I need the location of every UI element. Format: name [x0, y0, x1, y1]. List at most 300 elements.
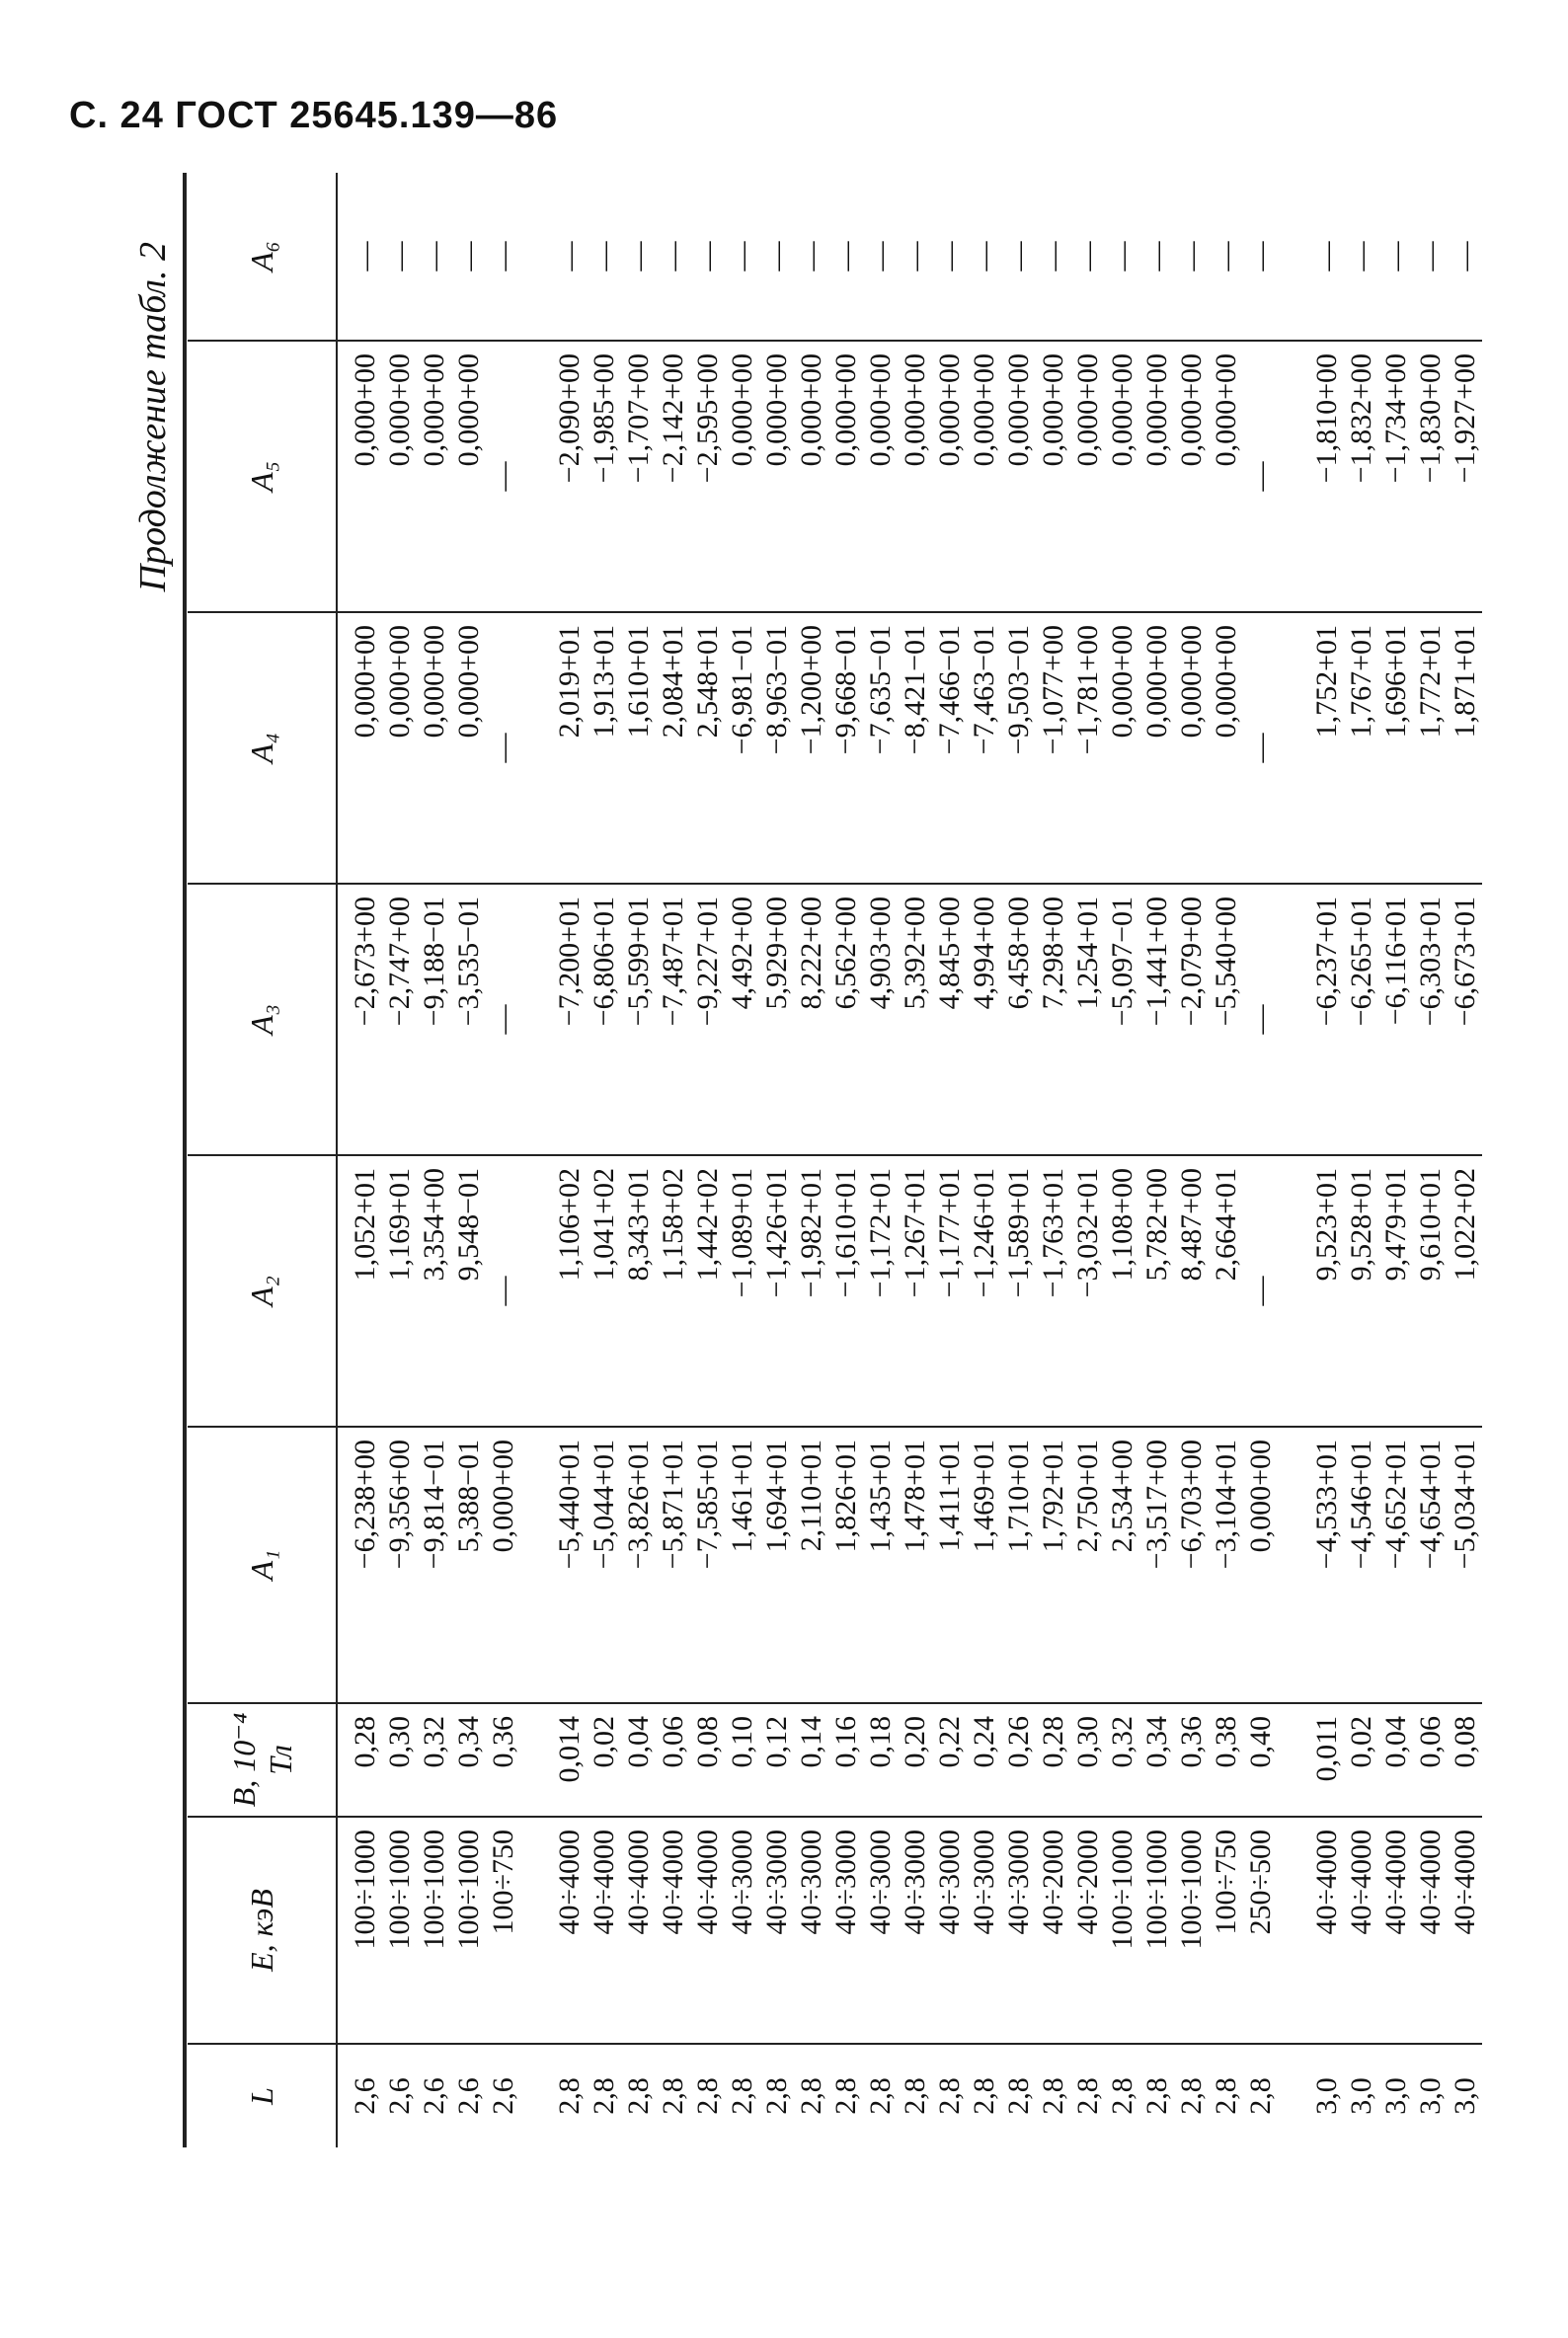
cell-A1: −9,356+00 — [382, 1427, 417, 1703]
table-header-row — [188, 173, 337, 2147]
cell-A2: 1,022+02 — [1448, 1155, 1482, 1427]
cell-L: 3,0 — [1414, 2077, 1447, 2115]
cell-A4: 1,871+01 — [1448, 612, 1482, 884]
cell-A3: — — [1243, 884, 1278, 1155]
cell-A5: 0,000+00 — [451, 341, 486, 612]
cell-A2: 1,106+02 — [552, 1155, 587, 1427]
cell-E: 100÷1000 — [1105, 1817, 1139, 2044]
cell-A5: — — [486, 341, 520, 612]
cell-A2: 3,354+00 — [417, 1155, 451, 1427]
cell-L: 2,8 — [1071, 2077, 1104, 2115]
cell-A1: 0,000+00 — [486, 1427, 520, 1703]
cell-A6: — — [863, 173, 898, 341]
cell-E: 100÷1000 — [1139, 1817, 1174, 2044]
cell-A3: −3,535−01 — [451, 884, 486, 1155]
table-row — [1174, 173, 1209, 2147]
cell-B: 0,24 — [967, 1703, 1001, 1817]
cell-A5: 0,000+00 — [932, 341, 967, 612]
cell-A1: −5,044+01 — [587, 1427, 621, 1703]
cell-A1: −3,517+00 — [1139, 1427, 1174, 1703]
cell-A3: 8,222+00 — [794, 884, 828, 1155]
cell-A3: 5,392+00 — [898, 884, 932, 1155]
cell-E: 40÷4000 — [656, 1817, 690, 2044]
cell-E: 40÷4000 — [1448, 1817, 1482, 2044]
cell-A4: — — [486, 612, 520, 884]
cell-A1: 2,110+01 — [794, 1427, 828, 1703]
cell-A4: −8,421−01 — [898, 612, 932, 884]
cell-E: 40÷3000 — [759, 1817, 794, 2044]
cell-A6: — — [1378, 173, 1413, 341]
cell-E: 40÷4000 — [552, 1817, 587, 2044]
table-row — [1413, 173, 1448, 2147]
cell-B: 0,30 — [382, 1703, 417, 1817]
table-row — [967, 173, 1001, 2147]
table-row — [1001, 173, 1036, 2147]
cell-A5: −1,985+00 — [587, 341, 621, 612]
col-header-B: B, 10⁻⁴ Тл — [188, 1703, 337, 1817]
cell-A4: 2,084+01 — [656, 612, 690, 884]
cell-A3: 4,492+00 — [725, 884, 759, 1155]
cell-A2: — — [1243, 1155, 1278, 1427]
cell-A5: 0,000+00 — [898, 341, 932, 612]
standard-title: ГОСТ 25645.139—86 — [175, 95, 559, 136]
cell-L: 2,6 — [452, 2077, 485, 2115]
cell-E: 100÷1000 — [417, 1817, 451, 2044]
col-header-A4: A₄ — [188, 612, 337, 884]
cell-L: 2,8 — [657, 2077, 689, 2115]
table-row — [1070, 173, 1105, 2147]
cell-E: 40÷4000 — [1413, 1817, 1448, 2044]
table-row — [587, 173, 621, 2147]
cell-A1: 1,826+01 — [828, 1427, 863, 1703]
cell-A3: −7,200+01 — [552, 884, 587, 1155]
cell-A6: — — [1209, 173, 1243, 341]
cell-A5: 0,000+00 — [337, 341, 382, 612]
cell-E: 40÷3000 — [1001, 1817, 1036, 2044]
cell-E: 100÷1000 — [382, 1817, 417, 2044]
cell-A4: 0,000+00 — [417, 612, 451, 884]
cell-A1: −5,034+01 — [1448, 1427, 1482, 1703]
cell-B: 0,26 — [1001, 1703, 1036, 1817]
cell-A3: 5,929+00 — [759, 884, 794, 1155]
cell-A5: 0,000+00 — [1036, 341, 1070, 612]
cell-A5: −1,832+00 — [1344, 341, 1378, 612]
cell-A3: 4,903+00 — [863, 884, 898, 1155]
cell-A2: 1,158+02 — [656, 1155, 690, 1427]
cell-A6: — — [828, 173, 863, 341]
table-body — [337, 173, 1482, 2147]
cell-A5: −1,927+00 — [1448, 341, 1482, 612]
cell-B: 0,32 — [1105, 1703, 1139, 1817]
cell-A1: 1,435+01 — [863, 1427, 898, 1703]
cell-A3: 1,254+01 — [1070, 884, 1105, 1155]
cell-A5: 0,000+00 — [1070, 341, 1105, 612]
cell-L: 2,8 — [795, 2077, 827, 2115]
cell-L: 2,8 — [864, 2077, 897, 2115]
cell-B: 0,36 — [1174, 1703, 1209, 1817]
cell-A2: 1,169+01 — [382, 1155, 417, 1427]
cell-A3: −6,116+01 — [1378, 884, 1413, 1155]
cell-A4: 1,913+01 — [587, 612, 621, 884]
cell-A6: — — [690, 173, 725, 341]
cell-B: 0,28 — [337, 1703, 382, 1817]
cell-A3: −7,487+01 — [656, 884, 690, 1155]
cell-L: 2,8 — [829, 2077, 862, 2115]
cell-A6: — — [1309, 173, 1344, 341]
cell-A6: — — [967, 173, 1001, 341]
cell-B: 0,04 — [1378, 1703, 1413, 1817]
cell-A6: — — [656, 173, 690, 341]
cell-A5: −1,830+00 — [1413, 341, 1448, 612]
cell-A6: — — [587, 173, 621, 341]
cell-B: 0,06 — [1413, 1703, 1448, 1817]
cell-A4: 2,548+01 — [690, 612, 725, 884]
table-row — [337, 173, 382, 2147]
cell-B: 0,014 — [552, 1703, 587, 1817]
cell-A2: 1,442+02 — [690, 1155, 725, 1427]
cell-L: 2,6 — [487, 2077, 519, 2115]
cell-A3: −2,673+00 — [337, 884, 382, 1155]
cell-A3: −2,747+00 — [382, 884, 417, 1155]
cell-A3: — — [486, 884, 520, 1155]
cell-B: 0,40 — [1243, 1703, 1278, 1817]
cell-A1: 1,710+01 — [1001, 1427, 1036, 1703]
continuation-label: Продолжение табл. 2 — [132, 242, 174, 592]
cell-A2: 5,782+00 — [1139, 1155, 1174, 1427]
cell-L: 2,8 — [1210, 2077, 1242, 2115]
cell-A5: 0,000+00 — [1139, 341, 1174, 612]
cell-A4: 0,000+00 — [451, 612, 486, 884]
col-header-A2: A₂ — [188, 1155, 337, 1427]
cell-A2: 1,041+02 — [587, 1155, 621, 1427]
cell-A4: — — [1243, 612, 1278, 884]
cell-A4: 0,000+00 — [337, 612, 382, 884]
cell-A5: −2,090+00 — [552, 341, 587, 612]
cell-A3: −6,806+01 — [587, 884, 621, 1155]
cell-A6: — — [451, 173, 486, 341]
cell-E: 40÷3000 — [967, 1817, 1001, 2044]
cell-A1: −3,826+01 — [621, 1427, 656, 1703]
cell-A3: −2,079+00 — [1174, 884, 1209, 1155]
cell-A2: 1,052+01 — [337, 1155, 382, 1427]
cell-A6: — — [1036, 173, 1070, 341]
cell-L: 2,6 — [383, 2077, 416, 2115]
cell-A4: −9,668−01 — [828, 612, 863, 884]
cell-L: 2,8 — [622, 2077, 655, 2115]
cell-A4: 0,000+00 — [1209, 612, 1243, 884]
cell-A4: −7,635−01 — [863, 612, 898, 884]
table-row — [794, 173, 828, 2147]
cell-A4: 0,000+00 — [1105, 612, 1139, 884]
table-row — [1105, 173, 1139, 2147]
cell-A2: — — [486, 1155, 520, 1427]
table-row — [759, 173, 794, 2147]
cell-E: 40÷4000 — [587, 1817, 621, 2044]
cell-B: 0,10 — [725, 1703, 759, 1817]
cell-A5: 0,000+00 — [725, 341, 759, 612]
data-table — [188, 173, 1482, 2147]
cell-A2: −1,172+01 — [863, 1155, 898, 1427]
cell-A6: — — [1070, 173, 1105, 341]
cell-A2: −1,589+01 — [1001, 1155, 1036, 1427]
cell-A6: — — [1243, 173, 1278, 341]
cell-A5: −2,595+00 — [690, 341, 725, 612]
cell-A3: −5,599+01 — [621, 884, 656, 1155]
cell-L: 2,8 — [691, 2077, 724, 2115]
col-header-L: L — [188, 2044, 337, 2147]
cell-B: 0,14 — [794, 1703, 828, 1817]
table-row — [898, 173, 932, 2147]
cell-A1: −3,104+01 — [1209, 1427, 1243, 1703]
cell-A6: — — [759, 173, 794, 341]
page-number: С. 24 — [69, 95, 164, 136]
cell-B: 0,36 — [486, 1703, 520, 1817]
cell-A2: −1,089+01 — [725, 1155, 759, 1427]
col-header-A3: A₃ — [188, 884, 337, 1155]
cell-B: 0,20 — [898, 1703, 932, 1817]
cell-L: 3,0 — [1379, 2077, 1412, 2115]
cell-B: 0,38 — [1209, 1703, 1243, 1817]
col-header-A5: A₅ — [188, 341, 337, 612]
cell-A2: −1,267+01 — [898, 1155, 932, 1427]
cell-L: 2,8 — [1140, 2077, 1173, 2115]
cell-E: 40÷4000 — [1344, 1817, 1378, 2044]
cell-A2: −1,763+01 — [1036, 1155, 1070, 1427]
cell-L: 2,8 — [1002, 2077, 1035, 2115]
cell-A6: — — [1448, 173, 1482, 341]
cell-A2: −1,177+01 — [932, 1155, 967, 1427]
cell-A1: −6,703+00 — [1174, 1427, 1209, 1703]
cell-B: 0,08 — [1448, 1703, 1482, 1817]
cell-A2: 1,108+00 — [1105, 1155, 1139, 1427]
col-header-A1: A₁ — [188, 1427, 337, 1703]
cell-A5: 0,000+00 — [1105, 341, 1139, 612]
cell-A6: — — [486, 173, 520, 341]
table-row — [1139, 173, 1174, 2147]
cell-B: 0,22 — [932, 1703, 967, 1817]
cell-A4: 0,000+00 — [1139, 612, 1174, 884]
cell-A4: −1,200+00 — [794, 612, 828, 884]
cell-L: 2,6 — [418, 2077, 450, 2115]
cell-A3: 4,845+00 — [932, 884, 967, 1155]
cell-A3: −9,188−01 — [417, 884, 451, 1155]
cell-L: 3,0 — [1449, 2077, 1481, 2115]
table-row — [725, 173, 759, 2147]
cell-A5: 0,000+00 — [863, 341, 898, 612]
cell-L: 2,8 — [1244, 2077, 1277, 2115]
table-row — [1378, 173, 1413, 2147]
cell-A1: 2,534+00 — [1105, 1427, 1139, 1703]
cell-A3: −6,237+01 — [1309, 884, 1344, 1155]
cell-B: 0,32 — [417, 1703, 451, 1817]
cell-B: 0,08 — [690, 1703, 725, 1817]
cell-A4: −7,463−01 — [967, 612, 1001, 884]
cell-A2: 9,548−01 — [451, 1155, 486, 1427]
cell-E: 40÷3000 — [794, 1817, 828, 2044]
table-row — [656, 173, 690, 2147]
cell-A3: −9,227+01 — [690, 884, 725, 1155]
table-row — [417, 173, 451, 2147]
cell-A6: — — [1139, 173, 1174, 341]
table-row — [451, 173, 486, 2147]
cell-E: 40÷4000 — [690, 1817, 725, 2044]
cell-A2: 9,528+01 — [1344, 1155, 1378, 1427]
cell-B: 0,02 — [587, 1703, 621, 1817]
table-row — [828, 173, 863, 2147]
cell-E: 40÷3000 — [932, 1817, 967, 2044]
cell-A1: −4,654+01 — [1413, 1427, 1448, 1703]
cell-L: 3,0 — [1345, 2077, 1377, 2115]
cell-A2: 8,343+01 — [621, 1155, 656, 1427]
cell-A6: — — [417, 173, 451, 341]
cell-A3: 7,298+00 — [1036, 884, 1070, 1155]
cell-A6: — — [1001, 173, 1036, 341]
cell-A4: 1,752+01 — [1309, 612, 1344, 884]
table-row — [1309, 173, 1344, 2147]
cell-L: 2,8 — [1175, 2077, 1208, 2115]
cell-A5: 0,000+00 — [1001, 341, 1036, 612]
cell-B: 0,34 — [1139, 1703, 1174, 1817]
table-row — [1448, 173, 1482, 2147]
page-header — [69, 95, 558, 137]
cell-L: 2,8 — [1106, 2077, 1138, 2115]
cell-E: 40÷4000 — [1378, 1817, 1413, 2044]
cell-A5: −2,142+00 — [656, 341, 690, 612]
cell-E: 100÷1000 — [451, 1817, 486, 2044]
cell-B: 0,02 — [1344, 1703, 1378, 1817]
table-row — [552, 173, 587, 2147]
cell-L: 2,8 — [968, 2077, 1000, 2115]
cell-A4: 2,019+01 — [552, 612, 587, 884]
cell-A4: 1,772+01 — [1413, 612, 1448, 884]
cell-A3: −6,673+01 — [1448, 884, 1482, 1155]
cell-A5: 0,000+00 — [967, 341, 1001, 612]
cell-B: 0,04 — [621, 1703, 656, 1817]
table-row — [1243, 173, 1278, 2147]
cell-A3: 6,458+00 — [1001, 884, 1036, 1155]
cell-A1: −4,652+01 — [1378, 1427, 1413, 1703]
cell-A3: −5,540+00 — [1209, 884, 1243, 1155]
cell-A2: −1,246+01 — [967, 1155, 1001, 1427]
cell-B: 0,28 — [1036, 1703, 1070, 1817]
cell-A1: 1,792+01 — [1036, 1427, 1070, 1703]
cell-A6: — — [382, 173, 417, 341]
cell-A6: — — [337, 173, 382, 341]
cell-A5: 0,000+00 — [382, 341, 417, 612]
cell-A2: 2,664+01 — [1209, 1155, 1243, 1427]
cell-E: 40÷2000 — [1070, 1817, 1105, 2044]
cell-L: 3,0 — [1310, 2077, 1343, 2115]
cell-A1: 1,411+01 — [932, 1427, 967, 1703]
cell-A5: 0,000+00 — [828, 341, 863, 612]
table-row — [486, 173, 520, 2147]
cell-B: 0,16 — [828, 1703, 863, 1817]
cell-A4: −6,981−01 — [725, 612, 759, 884]
cell-B: 0,011 — [1309, 1703, 1344, 1817]
cell-A1: −4,546+01 — [1344, 1427, 1378, 1703]
cell-A1: 2,750+01 — [1070, 1427, 1105, 1703]
table-row — [1209, 173, 1243, 2147]
cell-A5: 0,000+00 — [759, 341, 794, 612]
cell-A1: 1,469+01 — [967, 1427, 1001, 1703]
cell-A5: 0,000+00 — [1174, 341, 1209, 612]
cell-A3: −5,097−01 — [1105, 884, 1139, 1155]
cell-A4: −9,503−01 — [1001, 612, 1036, 884]
rotated-table-frame — [114, 173, 1481, 2147]
cell-A4: −1,781+00 — [1070, 612, 1105, 884]
cell-A4: −7,466−01 — [932, 612, 967, 884]
cell-A3: −1,441+00 — [1139, 884, 1174, 1155]
cell-A5: — — [1243, 341, 1278, 612]
cell-A2: 9,523+01 — [1309, 1155, 1344, 1427]
cell-E: 250÷500 — [1243, 1817, 1278, 2044]
cell-E: 100÷1000 — [1174, 1817, 1209, 2044]
cell-A5: −1,810+00 — [1309, 341, 1344, 612]
group-spacer — [1278, 173, 1309, 2147]
cell-A5: 0,000+00 — [417, 341, 451, 612]
table-row — [932, 173, 967, 2147]
table-row — [382, 173, 417, 2147]
cell-A1: −9,814−01 — [417, 1427, 451, 1703]
table-row — [1344, 173, 1378, 2147]
cell-E: 40÷4000 — [1309, 1817, 1344, 2044]
cell-L: 2,8 — [588, 2077, 620, 2115]
cell-A1: −5,440+01 — [552, 1427, 587, 1703]
cell-E: 40÷3000 — [898, 1817, 932, 2044]
cell-B: 0,30 — [1070, 1703, 1105, 1817]
cell-E: 40÷3000 — [863, 1817, 898, 2044]
cell-E: 100÷1000 — [337, 1817, 382, 2044]
cell-L: 2,8 — [553, 2077, 586, 2115]
cell-E: 40÷4000 — [621, 1817, 656, 2044]
cell-A1: 5,388−01 — [451, 1427, 486, 1703]
cell-A1: 1,461+01 — [725, 1427, 759, 1703]
cell-B: 0,18 — [863, 1703, 898, 1817]
cell-A6: — — [1413, 173, 1448, 341]
cell-A1: −5,871+01 — [656, 1427, 690, 1703]
cell-A6: — — [932, 173, 967, 341]
col-header-A6: A₆ — [188, 173, 337, 341]
cell-E: 40÷2000 — [1036, 1817, 1070, 2044]
table-row — [621, 173, 656, 2147]
cell-A1: −4,533+01 — [1309, 1427, 1344, 1703]
cell-E: 40÷3000 — [828, 1817, 863, 2044]
cell-A3: −6,303+01 — [1413, 884, 1448, 1155]
cell-E: 100÷750 — [1209, 1817, 1243, 2044]
cell-L: 2,8 — [760, 2077, 793, 2115]
cell-E: 100÷750 — [486, 1817, 520, 2044]
cell-A6: — — [794, 173, 828, 341]
cell-A3: −6,265+01 — [1344, 884, 1378, 1155]
cell-B: 0,06 — [656, 1703, 690, 1817]
cell-A3: 4,994+00 — [967, 884, 1001, 1155]
col-header-E: E, кэВ — [188, 1817, 337, 2044]
cell-L: 2,6 — [349, 2077, 381, 2115]
cell-A4: 1,696+01 — [1378, 612, 1413, 884]
cell-A6: — — [1344, 173, 1378, 341]
cell-A2: −1,610+01 — [828, 1155, 863, 1427]
cell-A5: −1,707+00 — [621, 341, 656, 612]
cell-A1: −7,585+01 — [690, 1427, 725, 1703]
cell-A6: — — [1105, 173, 1139, 341]
cell-A3: 6,562+00 — [828, 884, 863, 1155]
cell-A2: 9,610+01 — [1413, 1155, 1448, 1427]
cell-A6: — — [552, 173, 587, 341]
table-row — [1036, 173, 1070, 2147]
cell-A1: 1,694+01 — [759, 1427, 794, 1703]
cell-A2: −1,982+01 — [794, 1155, 828, 1427]
cell-A4: 1,610+01 — [621, 612, 656, 884]
